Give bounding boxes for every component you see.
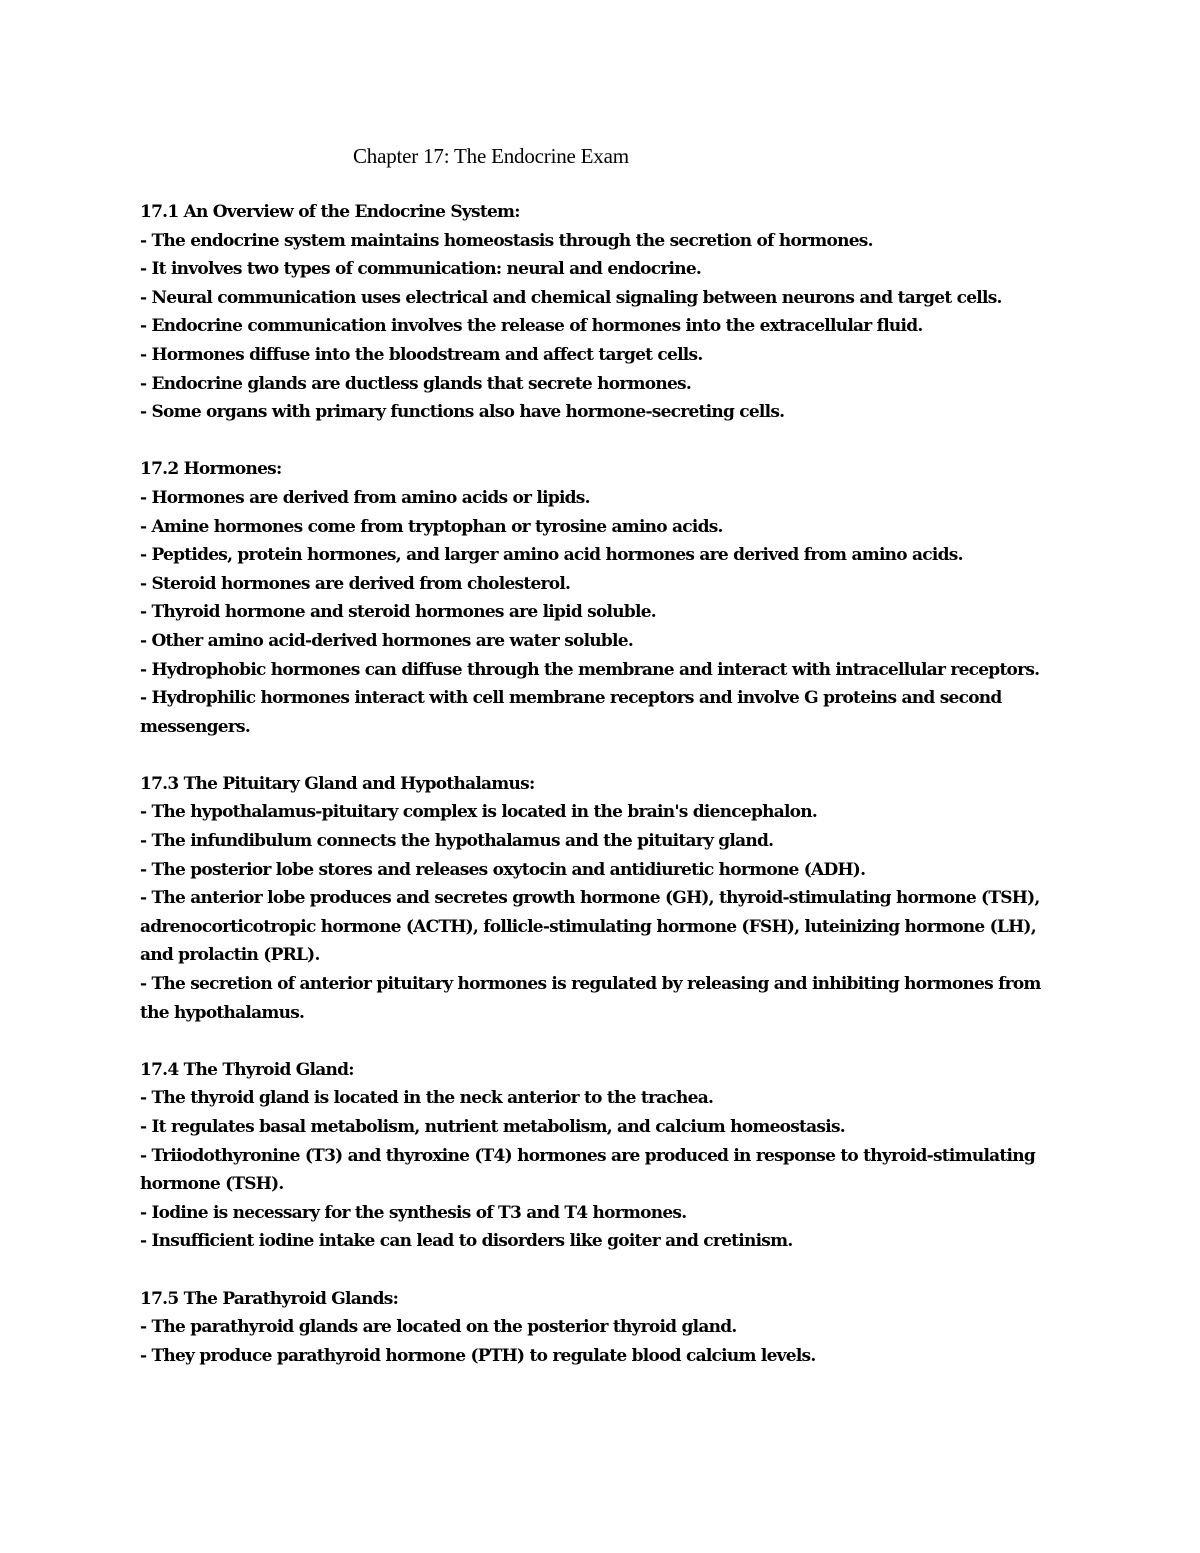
bullet-item: - Thyroid hormone and steroid hormones are lipid soluble.	[140, 602, 656, 623]
bullet-item: - The endocrine system maintains homeostasis through the secretion of hormones.	[140, 230, 873, 251]
bullet-item: - The hypothalamus-pituitary complex is located in the brain's diencephalon.	[140, 802, 818, 823]
bullet-item: - Insufficient iodine intake can lead to disorders like goiter and cretinism.	[140, 1231, 793, 1252]
bullet-item: - Iodine is necessary for the synthesis of T3 and T4 hormones.	[140, 1202, 687, 1223]
bullet-item: - The parathyroid glands are located on the posterior thyroid gland.	[140, 1317, 737, 1338]
bullet-item: - The secretion of anterior pituitary hormones is regulated by releasing and inhibiting hormones from the hypothalamus.	[140, 974, 1041, 1023]
section-heading: 17.2 Hormones:	[140, 459, 282, 480]
bullet-list	[140, 1313, 1060, 1370]
section-pituitary	[140, 770, 1060, 1027]
bullet-item: - The thyroid gland is located in the neck anterior to the trachea.	[140, 1088, 714, 1109]
bullet-list	[140, 1084, 1060, 1256]
section-heading: 17.5 The Parathyroid Glands:	[140, 1288, 399, 1309]
bullet-item: - Hydrophilic hormones interact with cell membrane receptors and involve G proteins and second messengers.	[140, 688, 1002, 737]
section-hormones	[140, 455, 1060, 741]
bullet-item: - The infundibulum connects the hypothalamus and the pituitary gland.	[140, 831, 774, 852]
bullet-item: - It involves two types of communication: neural and endocrine.	[140, 259, 702, 280]
bullet-list	[140, 798, 1060, 1027]
bullet-list	[140, 227, 1060, 427]
section-parathyroid	[140, 1285, 1060, 1371]
bullet-item: - Triiodothyronine (T3) and thyroxine (T4) hormones are produced in response to thyroid-stimulating hormone (TSH).	[140, 1145, 1035, 1195]
bullet-list	[140, 484, 1060, 741]
bullet-item: - Some organs with primary functions also have hormone-secreting cells.	[140, 402, 785, 423]
bullet-item: - Steroid hormones are derived from cholesterol.	[140, 573, 571, 594]
bullet-item: - Other amino acid-derived hormones are water soluble.	[140, 630, 633, 651]
bullet-item: - Neural communication uses electrical and chemical signaling between neurons and target cells.	[140, 287, 1002, 308]
bullet-item: - Peptides, protein hormones, and larger amino acid hormones are derived from amino acids.	[140, 545, 963, 566]
bullet-item: - The anterior lobe produces and secretes growth hormone (GH), thyroid-stimulating hormone (TSH), adrenocorticotropic hormone (ACTH), follicle-stimulating hormone (FSH), luteinizing hormone (LH), and prolactin (PRL).	[140, 888, 1040, 966]
section-heading: 17.1 An Overview of the Endocrine System:	[140, 202, 520, 222]
section-heading: 17.3 The Pituitary Gland and Hypothalamus:	[140, 773, 535, 794]
bullet-item: - Hydrophobic hormones can diffuse through the membrane and interact with intracellular receptors.	[140, 659, 1040, 680]
bullet-item: - They produce parathyroid hormone (PTH) to regulate blood calcium levels.	[140, 1345, 816, 1366]
document-body	[140, 198, 1060, 1399]
bullet-item: - Amine hormones come from tryptophan or tyrosine amino acids.	[140, 516, 723, 537]
bullet-item: - Hormones are derived from amino acids or lipids.	[140, 487, 590, 508]
bullet-item: - It regulates basal metabolism, nutrient metabolism, and calcium homeostasis.	[140, 1117, 845, 1137]
document-title: Chapter 17: The Endocrine Exam	[353, 144, 629, 168]
bullet-item: - Hormones diffuse into the bloodstream and affect target cells.	[140, 344, 703, 365]
section-heading: 17.4 The Thyroid Gland:	[140, 1059, 354, 1080]
bullet-item: - Endocrine glands are ductless glands that secrete hormones.	[140, 373, 692, 394]
bullet-item: - Endocrine communication involves the release of hormones into the extracellular fluid.	[140, 316, 923, 337]
section-overview	[140, 198, 1060, 427]
bullet-item: - The posterior lobe stores and releases oxytocin and antidiuretic hormone (ADH).	[140, 859, 866, 880]
section-thyroid	[140, 1056, 1060, 1256]
